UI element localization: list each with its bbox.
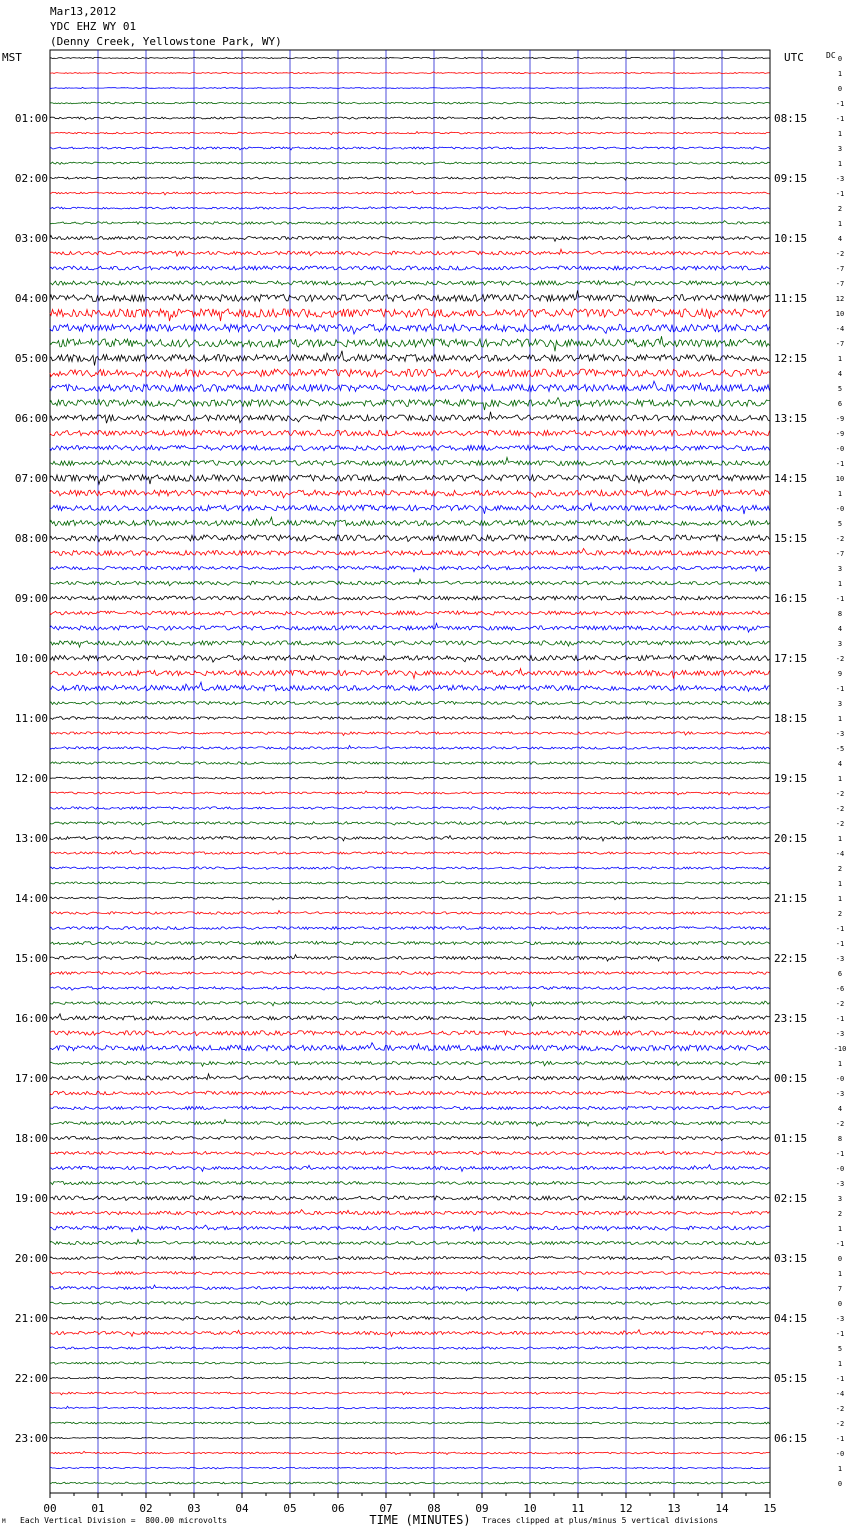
dc-offset-label-79: -1	[835, 1240, 845, 1248]
trace-53	[50, 851, 770, 855]
right-timezone-label: UTC	[784, 51, 804, 64]
trace-30	[50, 503, 770, 514]
dc-offset-label-9: -1	[835, 190, 845, 198]
dc-offset-label-2: 0	[837, 85, 843, 93]
x-tick-label-05: 05	[283, 1502, 297, 1515]
right-hour-label: 19:15	[774, 772, 808, 785]
dc-offset-label-34: 3	[837, 565, 843, 573]
trace-9	[50, 191, 770, 195]
trace-87	[50, 1362, 770, 1364]
trace-56	[50, 896, 770, 900]
dc-offset-label-28: 10	[835, 475, 845, 483]
dc-offset-label-21: 4	[837, 370, 843, 378]
trace-16	[50, 291, 770, 302]
trace-7	[50, 162, 770, 165]
left-hour-label: 14:00	[14, 892, 48, 905]
dc-offset-label-40: -2	[835, 655, 845, 663]
dc-offset-label-71: -2	[835, 1120, 845, 1128]
dc-offset-label-82: 7	[837, 1285, 843, 1293]
dc-offset-label-62: -6	[835, 985, 845, 993]
dc-offset-label-91: -2	[835, 1420, 845, 1428]
trace-1	[50, 72, 770, 74]
trace-91	[50, 1422, 770, 1424]
trace-24	[50, 412, 770, 424]
trace-3	[50, 102, 770, 104]
trace-41	[50, 669, 770, 679]
trace-73	[50, 1151, 770, 1155]
dc-offset-label-59: -1	[835, 940, 845, 948]
trace-82	[50, 1285, 770, 1291]
trace-86	[50, 1347, 770, 1350]
trace-66	[50, 1043, 770, 1051]
right-hour-label: 17:15	[774, 652, 808, 665]
dc-offset-label-6: 3	[837, 145, 843, 153]
right-hour-label: 15:15	[774, 532, 808, 545]
x-tick-label-11: 11	[571, 1502, 585, 1515]
dc-offset-label-33: -7	[835, 550, 845, 558]
trace-46	[50, 746, 770, 750]
dc-offset-label-87: 1	[837, 1360, 843, 1368]
dc-offset-label-68: -0	[835, 1075, 845, 1083]
dc-offset-label-31: 5	[837, 520, 843, 528]
trace-48	[50, 777, 770, 779]
trace-18	[50, 324, 770, 334]
dc-offset-label-26: -0	[835, 445, 845, 453]
x-tick-label-13: 13	[667, 1502, 681, 1515]
left-hour-label: 02:00	[14, 172, 48, 185]
trace-88	[50, 1377, 770, 1379]
dc-offset-label-61: 6	[837, 970, 843, 978]
clip-note: Traces clipped at plus/minus 5 vertical divisions	[482, 1516, 719, 1525]
trace-35	[50, 579, 770, 586]
trace-90	[50, 1406, 770, 1409]
trace-20	[50, 351, 770, 366]
trace-57	[50, 911, 770, 915]
dc-offset-label-36: -1	[835, 595, 845, 603]
right-hour-label: 14:15	[774, 472, 808, 485]
left-hour-label: 07:00	[14, 472, 48, 485]
dc-offset-label-77: 2	[837, 1210, 843, 1218]
trace-67	[50, 1060, 770, 1066]
x-tick-label-09: 09	[475, 1502, 489, 1515]
x-tick-label-03: 03	[187, 1502, 201, 1515]
trace-29	[50, 490, 770, 498]
right-hour-label: 10:15	[774, 232, 808, 245]
dc-offset-label-92: -1	[835, 1435, 845, 1443]
dc-offset-label-12: 4	[837, 235, 843, 243]
dc-offset-label-32: -2	[835, 535, 845, 543]
dc-offset-label-19: -7	[835, 340, 845, 348]
left-hour-label: 06:00	[14, 412, 48, 425]
left-hour-label: 03:00	[14, 232, 48, 245]
trace-60	[50, 955, 770, 962]
dc-offset-label-3: -1	[835, 100, 845, 108]
trace-27	[50, 457, 770, 465]
dc-offset-label-56: 1	[837, 895, 843, 903]
dc-offset-label-37: 8	[837, 610, 843, 618]
right-hour-label: 09:15	[774, 172, 808, 185]
trace-10	[50, 207, 770, 209]
dc-offset-label-7: 1	[837, 160, 843, 168]
trace-64	[50, 1014, 770, 1021]
dc-offset-label-38: 4	[837, 625, 843, 633]
dc-offset-label-47: 4	[837, 760, 843, 768]
trace-44	[50, 715, 770, 719]
dc-offset-label-20: 1	[837, 355, 843, 363]
x-tick-label-14: 14	[715, 1502, 729, 1515]
right-hour-label: 16:15	[774, 592, 808, 605]
dc-offset-label-78: 1	[837, 1225, 843, 1233]
dc-offset-label-89: -4	[835, 1390, 845, 1398]
trace-23	[50, 398, 770, 411]
dc-offset-label-42: -1	[835, 685, 845, 693]
dc-offset-label-80: 0	[837, 1255, 843, 1263]
dc-label: DC	[826, 51, 836, 60]
x-tick-label-07: 07	[379, 1502, 393, 1515]
dc-offset-label-72: 8	[837, 1135, 843, 1143]
trace-4	[50, 117, 770, 120]
trace-77	[50, 1210, 770, 1215]
dc-offset-label-41: 9	[837, 670, 843, 678]
right-hour-label: 01:15	[774, 1132, 808, 1145]
dc-offset-label-58: -1	[835, 925, 845, 933]
trace-26	[50, 445, 770, 450]
dc-offset-label-1: 1	[837, 70, 843, 78]
dc-offset-label-64: -1	[835, 1015, 845, 1023]
trace-89	[50, 1392, 770, 1395]
left-hour-label: 17:00	[14, 1072, 48, 1085]
left-hour-label: 16:00	[14, 1012, 48, 1025]
trace-15	[50, 281, 770, 285]
dc-offset-label-69: -3	[835, 1090, 845, 1098]
trace-65	[50, 1031, 770, 1036]
x-tick-label-04: 04	[235, 1502, 249, 1515]
dc-offset-label-84: -3	[835, 1315, 845, 1323]
trace-25	[50, 430, 770, 436]
trace-85	[50, 1330, 770, 1337]
dc-offset-label-25: -9	[835, 430, 845, 438]
dc-offset-label-23: 6	[837, 400, 843, 408]
trace-54	[50, 867, 770, 869]
trace-59	[50, 941, 770, 944]
left-hour-label: 21:00	[14, 1312, 48, 1325]
trace-0	[50, 57, 770, 58]
left-hour-label: 08:00	[14, 532, 48, 545]
dc-offset-label-70: 4	[837, 1105, 843, 1113]
dc-offset-label-43: 3	[837, 700, 843, 708]
left-hour-label: 10:00	[14, 652, 48, 665]
trace-40	[50, 655, 770, 662]
right-hour-label: 05:15	[774, 1372, 808, 1385]
trace-68	[50, 1074, 770, 1080]
dc-offset-label-22: 5	[837, 385, 843, 393]
right-hour-label: 23:15	[774, 1012, 808, 1025]
trace-52	[50, 836, 770, 841]
dc-offset-label-60: -3	[835, 955, 845, 963]
left-hour-label: 04:00	[14, 292, 48, 305]
dc-offset-label-45: -3	[835, 730, 845, 738]
dc-offset-label-83: 0	[837, 1300, 843, 1308]
dc-offset-label-66: -10	[833, 1045, 847, 1053]
dc-offset-label-74: -0	[835, 1165, 845, 1173]
trace-83	[50, 1302, 770, 1306]
right-hour-label: 20:15	[774, 832, 808, 845]
dc-offset-label-95: 0	[837, 1480, 843, 1488]
right-hour-label: 08:15	[774, 112, 808, 125]
trace-94	[50, 1467, 770, 1469]
trace-8	[50, 176, 770, 180]
x-tick-label-02: 02	[139, 1502, 153, 1515]
trace-21	[50, 369, 770, 377]
trace-17	[50, 309, 770, 321]
dc-offset-label-30: -0	[835, 505, 845, 513]
trace-81	[50, 1272, 770, 1275]
right-hour-label: 02:15	[774, 1192, 808, 1205]
trace-76	[50, 1196, 770, 1200]
left-hour-label: 18:00	[14, 1132, 48, 1145]
left-timezone-label: MST	[2, 51, 22, 64]
dc-offset-label-39: 3	[837, 640, 843, 648]
dc-offset-label-50: -2	[835, 805, 845, 813]
left-hour-label: 01:00	[14, 112, 48, 125]
trace-33	[50, 549, 770, 556]
trace-71	[50, 1120, 770, 1127]
dc-offset-label-44: 1	[837, 715, 843, 723]
right-hour-label: 12:15	[774, 352, 808, 365]
trace-31	[50, 517, 770, 526]
trace-62	[50, 987, 770, 991]
left-hour-label: 05:00	[14, 352, 48, 365]
trace-37	[50, 611, 770, 615]
x-tick-label-06: 06	[331, 1502, 345, 1515]
dc-offset-label-52: 1	[837, 835, 843, 843]
header-date: Mar13,2012	[50, 5, 117, 18]
dc-offset-label-8: -3	[835, 175, 845, 183]
dc-offset-label-55: 1	[837, 880, 843, 888]
dc-offset-label-63: -2	[835, 1000, 845, 1008]
x-tick-label-08: 08	[427, 1502, 441, 1515]
x-tick-label-15: 15	[763, 1502, 777, 1515]
dc-offset-label-67: 1	[837, 1060, 843, 1068]
dc-offset-label-54: 2	[837, 865, 843, 873]
trace-58	[50, 927, 770, 930]
right-hour-label: 00:15	[774, 1072, 808, 1085]
dc-offset-label-16: 12	[835, 295, 845, 303]
dc-offset-label-88: -1	[835, 1375, 845, 1383]
trace-72	[50, 1136, 770, 1140]
trace-51	[50, 822, 770, 826]
right-hour-label: 06:15	[774, 1432, 808, 1445]
dc-offset-label-29: 1	[837, 490, 843, 498]
trace-45	[50, 731, 770, 735]
trace-55	[50, 881, 770, 884]
right-hour-label: 21:15	[774, 892, 808, 905]
left-hour-label: 22:00	[14, 1372, 48, 1385]
trace-69	[50, 1091, 770, 1095]
dc-offset-label-85: -1	[835, 1330, 845, 1338]
trace-61	[50, 972, 770, 975]
dc-offset-label-17: 10	[835, 310, 845, 318]
left-hour-label: 20:00	[14, 1252, 48, 1265]
trace-13	[50, 249, 770, 256]
left-hour-label: 19:00	[14, 1192, 48, 1205]
trace-12	[50, 235, 770, 241]
trace-47	[50, 762, 770, 764]
dc-offset-label-57: 2	[837, 910, 843, 918]
trace-80	[50, 1256, 770, 1259]
trace-84	[50, 1316, 770, 1320]
dc-offset-label-51: -2	[835, 820, 845, 828]
dc-offset-label-73: -1	[835, 1150, 845, 1158]
trace-36	[50, 596, 770, 600]
header-location: (Denny Creek, Yellowstone Park, WY)	[50, 35, 282, 48]
dc-offset-label-94: 1	[837, 1465, 843, 1473]
trace-63	[50, 1001, 770, 1006]
dc-offset-label-90: -2	[835, 1405, 845, 1413]
x-tick-label-12: 12	[619, 1502, 633, 1515]
trace-6	[50, 147, 770, 150]
trace-39	[50, 641, 770, 647]
trace-11	[50, 221, 770, 225]
trace-2	[50, 87, 770, 88]
header-station: YDC EHZ WY 01	[50, 20, 137, 33]
trace-70	[50, 1106, 770, 1109]
right-hour-label: 04:15	[774, 1312, 808, 1325]
trace-5	[50, 132, 770, 135]
trace-43	[50, 701, 770, 705]
dc-offset-label-5: 1	[837, 130, 843, 138]
trace-49	[50, 791, 770, 795]
dc-offset-label-10: 2	[837, 205, 843, 213]
dc-offset-label-76: 3	[837, 1195, 843, 1203]
right-hour-label: 18:15	[774, 712, 808, 725]
corner-mark: M	[2, 1518, 6, 1525]
trace-79	[50, 1240, 770, 1245]
dc-offset-label-49: -2	[835, 790, 845, 798]
dc-offset-label-75: -3	[835, 1180, 845, 1188]
x-tick-label-00: 00	[43, 1502, 57, 1515]
dc-offset-label-18: -4	[835, 325, 845, 333]
trace-75	[50, 1181, 770, 1185]
left-hour-label: 13:00	[14, 832, 48, 845]
left-hour-label: 09:00	[14, 592, 48, 605]
trace-22	[50, 381, 770, 391]
trace-32	[50, 535, 770, 542]
left-hour-label: 11:00	[14, 712, 48, 725]
trace-19	[50, 336, 770, 351]
trace-38	[50, 623, 770, 632]
trace-42	[50, 682, 770, 691]
scale-note: Each Vertical Division = 800.00 microvolts	[20, 1516, 228, 1525]
right-hour-label: 22:15	[774, 952, 808, 965]
dc-offset-label-65: -3	[835, 1030, 845, 1038]
left-hour-label: 23:00	[14, 1432, 48, 1445]
trace-28	[50, 475, 770, 484]
right-hour-label: 11:15	[774, 292, 808, 305]
dc-offset-label-53: -4	[835, 850, 845, 858]
dc-offset-label-14: -7	[835, 265, 845, 273]
right-hour-label: 03:15	[774, 1252, 808, 1265]
trace-78	[50, 1225, 770, 1232]
dc-offset-label-15: -7	[835, 280, 845, 288]
dc-offset-label-35: 1	[837, 580, 843, 588]
dc-offset-label-46: -5	[835, 745, 845, 753]
dc-offset-label-0: 0	[837, 55, 843, 63]
trace-14	[50, 266, 770, 270]
left-hour-label: 15:00	[14, 952, 48, 965]
right-hour-label: 13:15	[774, 412, 808, 425]
trace-95	[50, 1482, 770, 1484]
dc-offset-label-11: 1	[837, 220, 843, 228]
trace-93	[50, 1451, 770, 1454]
dc-offset-label-24: -9	[835, 415, 845, 423]
dc-offset-label-81: 1	[837, 1270, 843, 1278]
dc-offset-label-27: -1	[835, 460, 845, 468]
dc-offset-label-4: -1	[835, 115, 845, 123]
dc-offset-label-93: -0	[835, 1450, 845, 1458]
x-axis-title: TIME (MINUTES)	[369, 1513, 471, 1527]
trace-92	[50, 1437, 770, 1438]
dc-offset-label-48: 1	[837, 775, 843, 783]
x-tick-label-01: 01	[91, 1502, 105, 1515]
dc-offset-label-86: 5	[837, 1345, 843, 1353]
left-hour-label: 12:00	[14, 772, 48, 785]
trace-50	[50, 807, 770, 810]
x-tick-label-10: 10	[523, 1502, 537, 1515]
trace-34	[50, 565, 770, 572]
dc-offset-label-13: -2	[835, 250, 845, 258]
trace-74	[50, 1165, 770, 1172]
